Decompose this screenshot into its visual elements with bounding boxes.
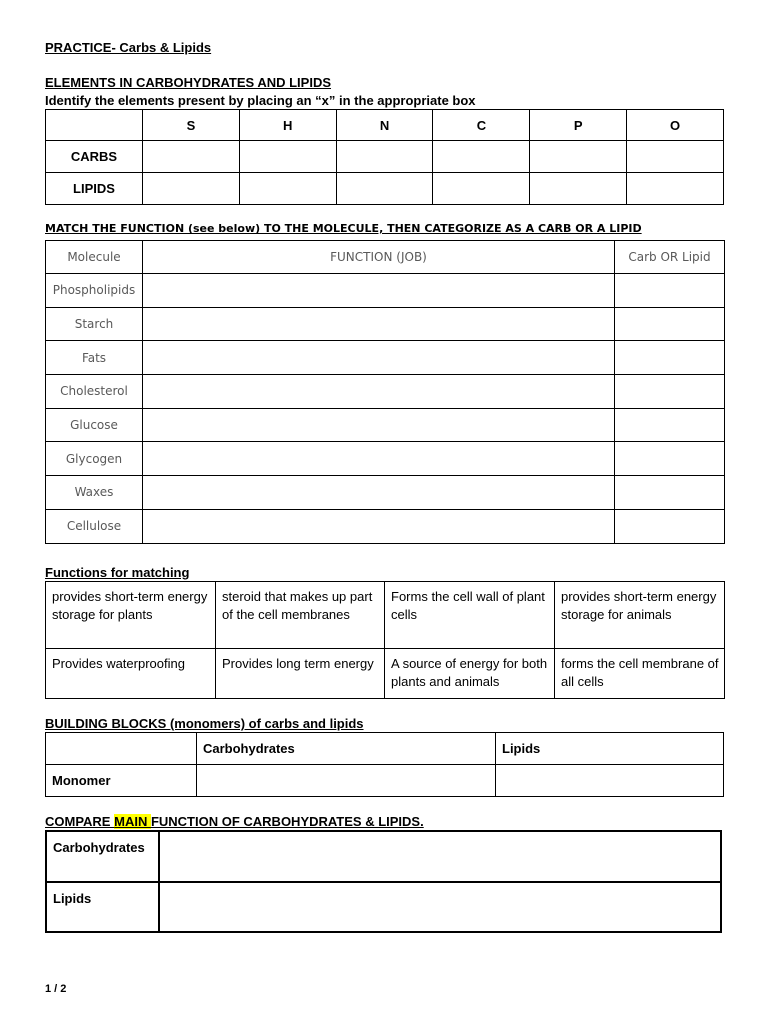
compare-heading [45,814,424,829]
answer-cell[interactable] [143,173,240,205]
molecule-label: Cholesterol [46,375,143,409]
column-header: H [239,110,336,141]
function-option: provides short-term energy storage for animals [555,582,725,649]
answer-cell[interactable] [159,882,721,932]
answer-cell[interactable] [496,765,724,797]
table-row [46,110,724,141]
functions-table [45,581,725,699]
category-answer-cell[interactable] [615,476,725,510]
table-row [46,241,725,274]
molecule-label: Cellulose [46,509,143,543]
answer-cell[interactable] [159,831,721,882]
category-answer-cell[interactable] [615,307,725,341]
monomer-table [45,732,724,797]
table-row [46,831,721,882]
column-header: Carb OR Lipid [615,241,725,274]
column-header: Carbohydrates [197,733,496,765]
table-row [46,173,724,205]
answer-cell[interactable] [143,141,240,173]
category-answer-cell[interactable] [615,408,725,442]
molecule-label: Fats [46,341,143,375]
function-option: steroid that makes up part of the cell membranes [216,582,385,649]
column-header: P [530,110,627,141]
table-row [46,882,721,932]
column-header: C [433,110,530,141]
table-row [46,442,725,476]
function-answer-cell[interactable] [143,476,615,510]
table-row [46,649,725,699]
molecule-label: Phospholipids [46,274,143,308]
answer-cell[interactable] [336,173,433,205]
answer-cell[interactable] [433,173,530,205]
answer-cell[interactable] [530,141,627,173]
column-header: O [627,110,724,141]
function-answer-cell[interactable] [143,442,615,476]
row-label: LIPIDS [46,173,143,205]
answer-cell[interactable] [197,765,496,797]
functions-heading: Functions for matching [45,565,190,580]
answer-cell[interactable] [239,141,336,173]
row-label: Carbohydrates [46,831,159,882]
table-row [46,582,725,649]
compare-table [45,830,722,933]
molecule-label: Glycogen [46,442,143,476]
category-answer-cell[interactable] [615,274,725,308]
column-header: N [336,110,433,141]
elements-heading: ELEMENTS IN CARBOHYDRATES AND LIPIDS [45,75,332,90]
monomer-heading: BUILDING BLOCKS (monomers) of carbs and lipids [45,716,364,731]
category-answer-cell[interactable] [615,442,725,476]
molecule-label: Waxes [46,476,143,510]
column-header: Lipids [496,733,724,765]
match-table [45,240,725,544]
answer-cell[interactable] [239,173,336,205]
function-answer-cell[interactable] [143,341,615,375]
table-row [46,274,725,308]
function-option: provides short-term energy storage for plants [46,582,216,649]
answer-cell[interactable] [627,141,724,173]
elements-table [45,109,724,205]
function-answer-cell[interactable] [143,307,615,341]
table-row [46,141,724,173]
row-label: Monomer [46,765,197,797]
page-title: PRACTICE- Carbs & Lipids [45,40,212,55]
page-number: 1 / 2 [45,983,67,995]
answer-cell[interactable] [627,173,724,205]
table-cell [46,733,197,765]
elements-instruction: Identify the elements present by placing an “x” in the appropriate box [45,93,476,108]
function-answer-cell[interactable] [143,509,615,543]
row-label: CARBS [46,141,143,173]
function-option: Forms the cell wall of plant cells [385,582,555,649]
function-answer-cell[interactable] [143,408,615,442]
row-label: Lipids [46,882,159,932]
table-row [46,408,725,442]
table-row [46,765,724,797]
compare-heading-pre: COMPARE [45,814,115,829]
function-option: Provides long term energy [216,649,385,699]
answer-cell[interactable] [336,141,433,173]
table-row [46,509,725,543]
function-option: Provides waterproofing [46,649,216,699]
category-answer-cell[interactable] [615,341,725,375]
function-option: A source of energy for both plants and animals [385,649,555,699]
function-answer-cell[interactable] [143,274,615,308]
column-header: Molecule [46,241,143,274]
table-row [46,733,724,765]
column-header: S [143,110,240,141]
function-answer-cell[interactable] [143,375,615,409]
molecule-label: Starch [46,307,143,341]
compare-heading-highlight: MAIN [114,814,151,829]
table-cell [46,110,143,141]
column-header: FUNCTION (JOB) [143,241,615,274]
table-row [46,341,725,375]
category-answer-cell[interactable] [615,375,725,409]
table-row [46,307,725,341]
table-row [46,375,725,409]
category-answer-cell[interactable] [615,509,725,543]
function-option: forms the cell membrane of all cells [555,649,725,699]
match-heading: MATCH THE FUNCTION (see below) TO THE MOLECULE, THEN CATEGORIZE AS A CARB OR A LIPID [45,222,642,235]
table-row [46,476,725,510]
answer-cell[interactable] [433,141,530,173]
answer-cell[interactable] [530,173,627,205]
compare-heading-post: FUNCTION OF CARBOHYDRATES & LIPIDS. [150,814,424,829]
molecule-label: Glucose [46,408,143,442]
